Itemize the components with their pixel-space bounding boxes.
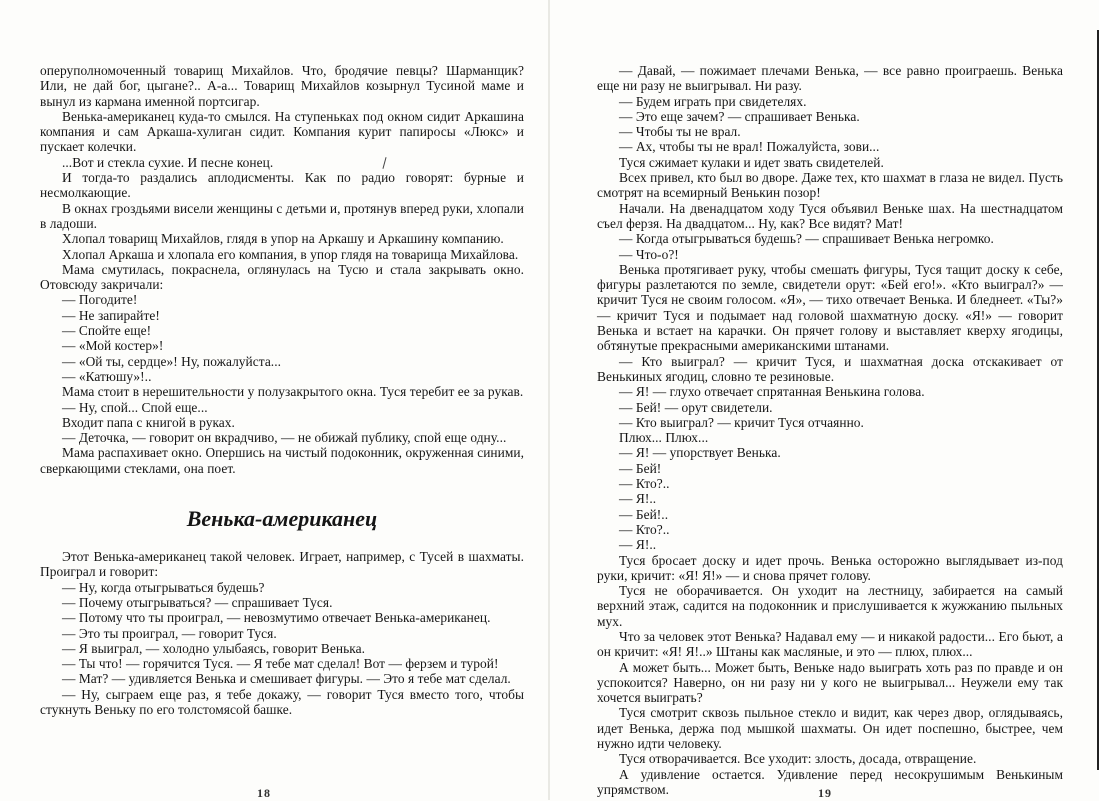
- dialogue-line: — «Катюшу»!..: [62, 368, 152, 384]
- paragraph: И тогда-то раздались аплодисменты. Как по радио говорят: бурные и несмолкающие.: [40, 170, 524, 201]
- paragraph: Туся не оборачивается. Он уходит на лестницу, забирается на самый верхний этаж, садится на подоконник и прислушивается к жужжанию пыльных мух.: [597, 583, 1063, 629]
- paragraph: Всех привел, кто был во дворе. Даже тех, кто шахмат в глаза не видел. Пусть смотрят на всемирный Венькин позор!: [597, 170, 1063, 201]
- dialogue-line: — Я! — глухо отвечает спрятанная Венькина голова.: [619, 384, 925, 400]
- paragraph: Мама стоит в нерешительности у полузакрытого окна. Туся теребит ее за рукав.: [62, 384, 524, 400]
- right-page: [551, 0, 1099, 800]
- paragraph: Входит папа с книгой в руках.: [62, 414, 235, 430]
- paragraph: Венька-американец куда-то смылся. На ступеньках под окном сидит Аркашина компания и сам Аркаша-хулиган сидит. Компания курит папиросы «Люкс» и пускает колечки.: [40, 108, 524, 155]
- dialogue-line: — Чтобы ты не врал.: [619, 124, 741, 140]
- paragraph: Туся смотрит сквозь пыльное стекло и видит, как через двор, оглядываясь, идет Венька, держа под мышкой шахматы. Он идет поспешно, быстрее, чем нужно идти человеку.: [597, 705, 1063, 752]
- dialogue-line: — Кто?..: [619, 521, 670, 537]
- dialogue-line: — Ну, сыграем еще раз, я тебе докажу, — говорит Туся вместо того, чтобы стукнуть Веньку по его толстомясой башке.: [40, 686, 524, 717]
- paragraph: Начали. На двенадцатом ходу Туся объявил Веньке шах. На шестнадцатом съел ферзя. На двадцатом... Ну, как? Все видят? Мат!: [597, 200, 1063, 231]
- paragraph: А может быть... Может быть, Веньке надо выиграть хоть раз по правде и он успокоится? Наверно, он ни разу ни у кого не выигрывал... Неужели ему так хочется выиграть?: [597, 659, 1063, 706]
- chapter-heading: Венька-американец: [186, 506, 378, 532]
- dialogue-line: — Бей!..: [619, 506, 669, 522]
- dialogue-line: — Я!..: [619, 491, 657, 507]
- paragraph: Мама смутилась, покраснела, оглянулась на Тусю и стала закрывать окно. Отовсюду закричали:: [40, 261, 524, 293]
- page-number-right: 19: [818, 786, 832, 800]
- paragraph: Плюх... Плюх...: [619, 430, 709, 446]
- dialogue-line: — Когда отыгрываться будешь? — спрашивает Венька негромко.: [619, 231, 994, 247]
- dialogue-line: — Бей! — орут свидетели.: [619, 399, 773, 415]
- dialogue-line: — Ну, когда отыгрываться будешь?: [62, 579, 265, 595]
- dialogue-line: — «Мой костер»!: [62, 338, 164, 354]
- dialogue-line: — Кто?..: [619, 476, 670, 492]
- dialogue-line: — Ах, чтобы ты не врал! Пожалуйста, зови...: [619, 139, 880, 155]
- paragraph: Что за человек этот Венька? Надавал ему — и никакой радости... Его бьют, а он кричит: «Я! Я!..» Штаны как масляные, и это — плюх, плюх...: [597, 628, 1063, 660]
- dialogue-line: — Что-о?!: [619, 246, 679, 262]
- dialogue-line: — Почему отыгрываться? — спрашивает Туся.: [62, 594, 333, 610]
- paragraph: оперуполномоченный товарищ Михайлов. Что, бродячие певцы? Шарманщик? Или, не дай бог, цыгане?.. А-а... Товарищ Михайлов козырнул Тусиной маме и вынул из кармана именной портсигар.: [40, 63, 524, 109]
- dialogue-line: — Ну, спой... Спой еще...: [62, 399, 208, 415]
- paragraph: Венька протягивает руку, чтобы смешать фигуры, Туся тащит доску к себе, фигуры разлетаются по земле, свидетели орут: «Бей его!». «Кто выиграл?» — кричит Туся не своим голосом. «Я», — тихо отвечает Венька. И бледнеет. «Ты?» — кричит Туся и подымает над головой шахматную доску. «Я!» — говорит Венька и встает на карачки. Он прячет голову и выставляет кверху ягодицы, обтянутые прекрасными американскими штанами.: [597, 261, 1063, 354]
- paragraph: Хлопал Аркаша и хлопала его компания, в упор глядя на товарища Михайлова.: [62, 246, 519, 262]
- dialogue-line: — Ты что! — горячится Туся. — Я тебе мат сделал! Вот — ферзем и турой!: [62, 656, 499, 672]
- paragraph: ...Вот и стекла сухие. И песне конец.: [62, 154, 274, 170]
- dialogue-line: — Это ты проиграл, — говорит Туся.: [62, 625, 277, 641]
- dialogue-line: — Спойте еще!: [62, 323, 152, 339]
- paragraph: А удивление остается. Удивление перед несокрушимым Венькиным упрямством.: [597, 766, 1063, 797]
- paragraph: Туся сжимает кулаки и идет звать свидетелей.: [619, 154, 884, 170]
- paragraph: Хлопал товарищ Михайлов, глядя в упор на Аркашу и Аркашину компанию.: [62, 231, 504, 247]
- paragraph: Туся отворачивается. Все уходит: злость, досада, отвращение.: [619, 751, 977, 767]
- paragraph: В окнах гроздьями висели женщины с детьми и, протянув вперед руки, хлопали в ладоши.: [40, 200, 524, 231]
- dialogue-line: — Мат? — удивляется Венька и смешивает фигуры. — Это я тебе мат сделал.: [62, 671, 511, 687]
- dialogue-line: — Кто выиграл? — кричит Туся, и шахматная доска отскакивает от Венькиных ягодиц, словно те резиновые.: [597, 353, 1063, 384]
- dialogue-line: — Бей!: [619, 460, 662, 476]
- page-spine: [548, 0, 550, 800]
- dialogue-line: — Давай, — пожимает плечами Венька, — все равно проиграешь. Венька еще ни разу не выигрывал. Ни разу.: [597, 63, 1063, 94]
- dialogue-line: — Кто выиграл? — кричит Туся отчаянно.: [619, 414, 864, 430]
- dialogue-line: — Я выиграл, — холодно улыбаясь, говорит Венька.: [62, 640, 366, 656]
- dialogue-line: — Деточка, — говорит он вкрадчиво, — не обижай публику, спой еще одну...: [62, 430, 507, 446]
- page-number-left: 18: [257, 786, 271, 800]
- dialogue-line: — Потому что ты проиграл, — невозмутимо отвечает Венька-американец.: [62, 610, 491, 626]
- dialogue-line: — Я! — упорствует Венька.: [619, 445, 781, 461]
- paragraph: Мама распахивает окно. Опершись на чистый подоконник, окруженная синими, сверкающими стеклами, она поет.: [40, 445, 524, 476]
- dialogue-line: — Не запирайте!: [62, 307, 160, 323]
- dialogue-line: — «Ой ты, сердце»! Ну, пожалуйста...: [62, 353, 282, 369]
- dialogue-line: — Будем играть при свидетелях.: [619, 93, 807, 109]
- paragraph: Этот Венька-американец такой человек. Играет, например, с Тусей в шахматы. Проиграл и говорит:: [40, 549, 524, 580]
- paragraph: Туся бросает доску и идет прочь. Венька осторожно выглядывает из-под руки, кричит: «Я! Я!» — и снова прячет голову.: [597, 552, 1063, 583]
- dialogue-line: — Это еще зачем? — спрашивает Венька.: [619, 108, 860, 124]
- dialogue-line: — Погодите!: [62, 292, 138, 308]
- left-page: [0, 0, 548, 800]
- dialogue-line: — Я!..: [619, 537, 657, 553]
